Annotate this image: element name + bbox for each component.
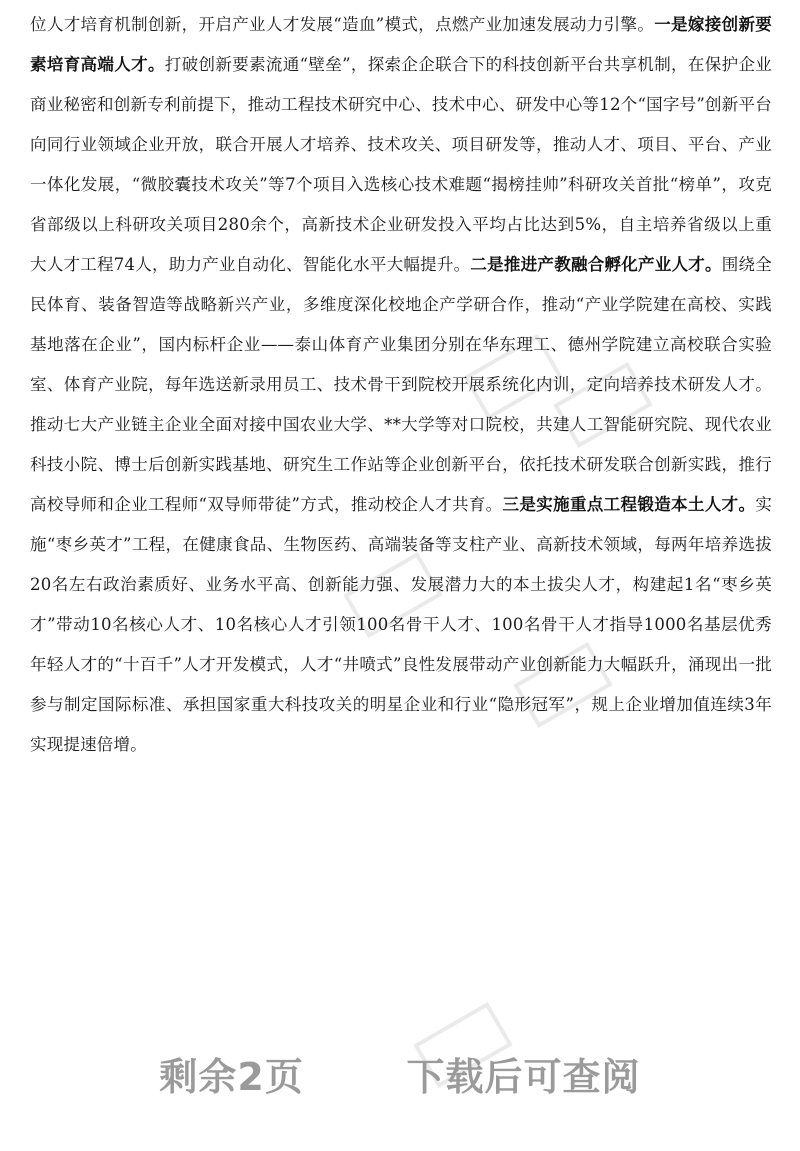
heading-point-two: 二是推进产教融合孵化产业人才。 bbox=[470, 255, 722, 274]
heading-point-one: 一是嫁接创新要素培育高端人才。 bbox=[30, 15, 772, 74]
document-body bbox=[30, 0, 772, 765]
download-notice[interactable]: 剩余2页 下载后可查阅 bbox=[159, 1055, 641, 1099]
paragraph-text-point-two: 围绕全民体育、装备智造等战略新兴产业，多维度深化校地企产学研合作，推动“产业学院建在高校、实践基地落在企业”，国内标杆企业——泰山体育产业集团分别在华东理工、德州学院建立高校联合实验室、体育产业院，每年选送新录用员工、技术骨干到院校开展系统化内训，定向培养技术研发人才。推动七大产业链主企业全面对接中国农业大学、**大学等对口院校，共建人工智能研究院、现代农业科技小院、博士后创新实践基地、研究生工作站等企业创新平台，依托技术研发联合创新实践，推行高校导师和企业工程师“双导师带徒”方式，推动校企人才共育。 bbox=[30, 255, 772, 514]
paragraph-text-point-three: 实施“枣乡英才”工程，在健康食品、生物医药、高端装备等支柱产业、高新技术领域，每两年培养选拔20名左右政治素质好、业务水平高、创新能力强、发展潜力大的本土拔尖人才，构建起1名“枣乡英才”带动10名核心人才、10名核心人才引领100名骨干人才、100名骨干人才指导1000名基层优秀年轻人才的“十百千”人才开发模式，人才“井喷式”良性发展带动产业创新能力大幅跃升，涌现出一批参与制定国际标准、承担国家重大科技攻关的明星企业和行业“隐形冠军”，规上企业增加值连续3年实现提速倍增。 bbox=[30, 495, 773, 754]
heading-point-three: 三是实施重点工程锻造本土人才。 bbox=[502, 495, 756, 514]
paragraph-text-point-one: 打破创新要素流通“壁垒”，探索企企联合下的科技创新平台共享机制，在保护企业商业秘密和创新专利前提下，推动工程技术研究中心、技术中心、研发中心等12个“国字号”创新平台向同行业领域企业开放，联合开展人才培养、技术攻关、项目研发等，推动人才、项目、平台、产业一体化发展，“微胶囊技术攻关”等7个项目入选核心技术难题“揭榜挂帅”科研攻关首批“榜单”，攻克省部级以上科研攻关项目280余个，高新技术企业研发投入平均占比达到5%，自主培养省级以上重大人才工程74人，助力产业自动化、智能化水平大幅提升。 bbox=[30, 55, 772, 274]
paragraph-text-intro: 位人才培育机制创新，开启产业人才发展“造血”模式，点燃产业加速发展动力引擎。 bbox=[30, 15, 655, 34]
body-paragraph bbox=[30, 5, 772, 765]
